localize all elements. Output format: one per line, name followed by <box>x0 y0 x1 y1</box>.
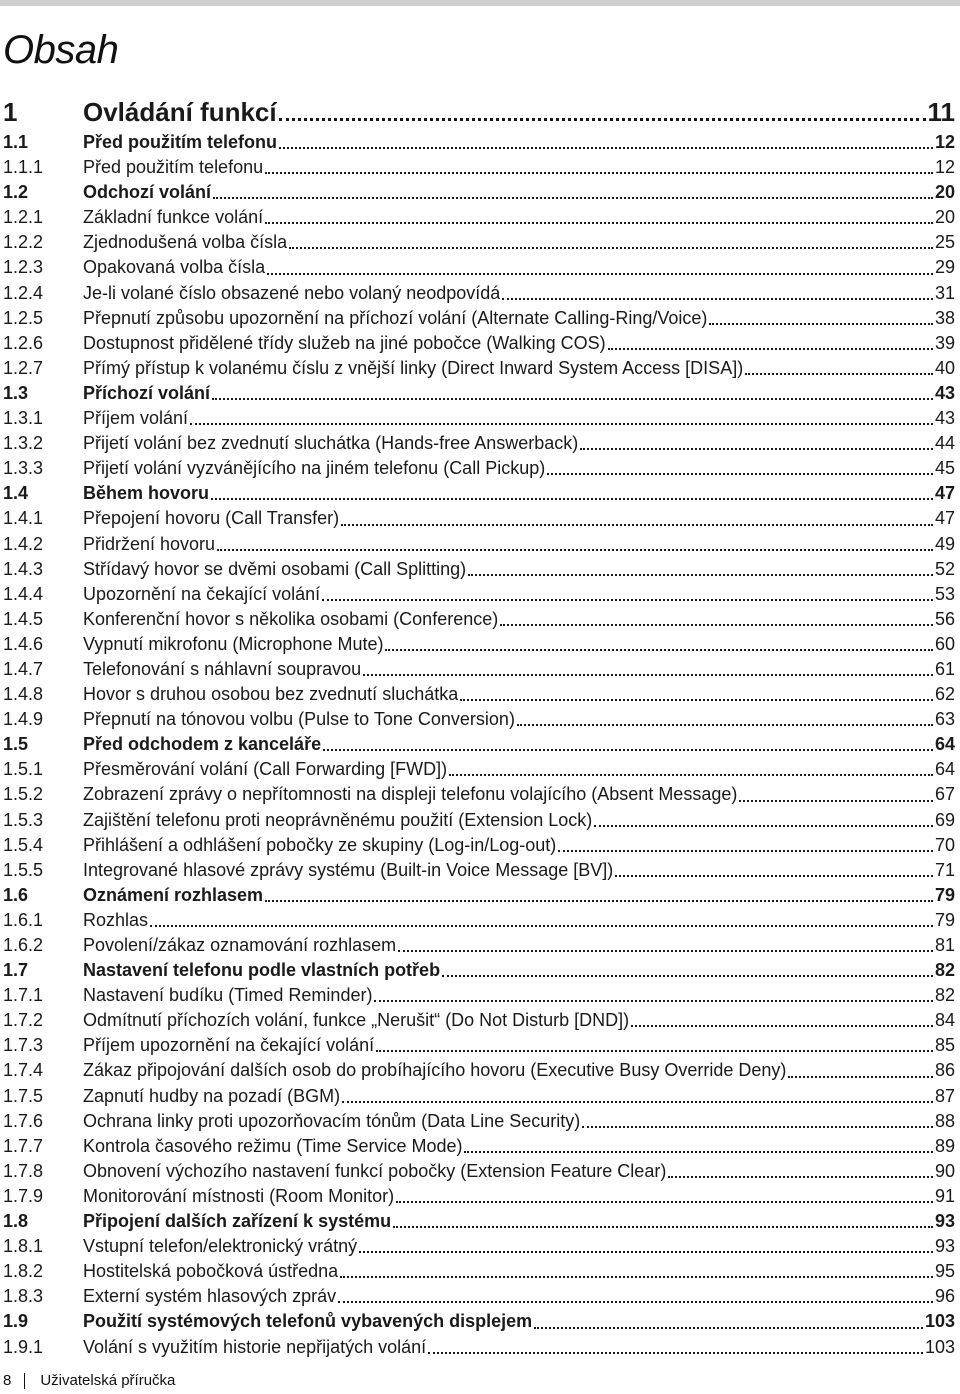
toc-entry[interactable] <box>3 456 955 481</box>
toc-entry-title: Vypnutí mikrofonu (Microphone Mute) <box>83 633 384 654</box>
toc-entry-title: Monitorování místnosti (Room Monitor) <box>83 1185 395 1206</box>
toc-entry-title: Rozhlas <box>83 909 149 930</box>
toc-entry-number: 1.4.5 <box>3 608 44 629</box>
toc-entry-title: Nastavení telefonu podle vlastních potřeb <box>83 960 441 981</box>
toc-entry-number: 1.6.1 <box>3 909 44 930</box>
toc-entry-page: 71 <box>934 859 955 880</box>
toc-entry-leader <box>190 423 933 425</box>
toc-entry[interactable] <box>3 1109 955 1134</box>
toc-entry-page: 29 <box>934 257 955 278</box>
toc-entry-leader <box>342 1101 933 1103</box>
toc-entry-page: 45 <box>934 458 955 479</box>
toc-entry-page: 85 <box>934 1035 955 1056</box>
toc-entry[interactable] <box>3 406 955 431</box>
toc-entry-page: 70 <box>934 834 955 855</box>
toc-entry-leader <box>265 172 933 174</box>
toc-entry-number: 1.2 <box>3 182 29 203</box>
toc-entry-title: Externí systém hlasových zpráv <box>83 1286 337 1307</box>
toc-entry-leader <box>631 1025 933 1027</box>
toc-entry-leader <box>289 247 933 249</box>
toc-entry[interactable] <box>3 130 955 155</box>
toc-entry[interactable] <box>3 506 955 531</box>
toc-entry-page: 96 <box>934 1286 955 1307</box>
toc-entry[interactable] <box>3 1259 955 1284</box>
toc-entry-page: 43 <box>934 408 955 429</box>
toc-entry-title: Volání s využitím historie nepřijatých volání <box>83 1336 427 1357</box>
toc-entry-title: Během hovoru <box>83 483 210 504</box>
toc-entry-number: 1.3 <box>3 382 29 403</box>
toc-entry-leader <box>580 448 933 450</box>
toc-entry-page: 93 <box>934 1236 955 1257</box>
toc-entry-title: Přijetí volání bez zvednutí sluchátka (Hands-free Answerback) <box>83 433 579 454</box>
toc-entry-page: 63 <box>934 709 955 730</box>
toc-entry-page: 103 <box>924 1336 955 1357</box>
toc-entry-title: Základní funkce volání <box>83 207 264 228</box>
toc-entry-title: Střídavý hovor se dvěmi osobami (Call Splitting) <box>83 558 467 579</box>
toc-entry-leader <box>517 724 933 726</box>
toc-entry[interactable] <box>3 1008 955 1033</box>
toc-entry-leader <box>668 1176 933 1178</box>
toc-entry-number: 1.5.5 <box>3 859 44 880</box>
toc-entry-number: 1.4.7 <box>3 658 44 679</box>
toc-entry-page: 12 <box>934 132 955 152</box>
toc-entry-number: 1.7.2 <box>3 1010 44 1031</box>
toc-entry-title: Obnovení výchozího nastavení funkcí pobočky (Extension Feature Clear) <box>83 1160 667 1181</box>
toc-entry-leader <box>398 950 933 952</box>
toc-entry[interactable] <box>3 1309 955 1334</box>
toc-entry[interactable] <box>3 958 955 983</box>
toc-entry-leader <box>534 1327 923 1329</box>
toc-entry[interactable] <box>3 306 955 331</box>
toc-entry-title: Integrované hlasové zprávy systému (Built-in Voice Message [BV]) <box>83 859 614 880</box>
toc-entry[interactable] <box>3 757 955 782</box>
toc-entry-page: 86 <box>934 1060 955 1081</box>
toc-entry[interactable] <box>3 682 955 707</box>
toc-entry-leader <box>449 774 933 776</box>
toc-entry-leader <box>460 699 933 701</box>
toc-entry-number: 1.7.8 <box>3 1160 44 1181</box>
toc-entry-page: 60 <box>934 633 955 654</box>
toc-entry-page: 11 <box>927 97 955 127</box>
toc-entry-page: 91 <box>934 1185 955 1206</box>
toc-entry-page: 20 <box>934 207 955 228</box>
toc-entry-title: Opakovaná volba čísla <box>83 257 266 278</box>
toc-entry-page: 64 <box>934 759 955 780</box>
toc-entry-page: 64 <box>934 734 955 755</box>
toc-entry-title: Přihlášení a odhlášení pobočky ze skupiny (Log-in/Log-out) <box>83 834 557 855</box>
footer-manual-name: Uživatelská příručka <box>40 1372 176 1389</box>
toc-entry-title: Připojení dalších zařízení k systému <box>83 1211 392 1232</box>
toc-entry-title: Přepojení hovoru (Call Transfer) <box>83 508 340 529</box>
toc-entry-page: 39 <box>934 332 955 353</box>
toc-entry-leader <box>464 1151 932 1153</box>
toc-entry-number: 1.1 <box>3 132 29 152</box>
toc-entry[interactable] <box>3 1159 955 1184</box>
toc-entry-leader <box>211 498 933 500</box>
toc-entry-number: 1.9 <box>3 1311 29 1332</box>
toc-entry-leader <box>150 925 933 927</box>
toc-entry[interactable] <box>3 255 955 280</box>
toc-entry[interactable] <box>3 1284 955 1309</box>
toc-entry-number: 1.1.1 <box>3 157 44 178</box>
toc-entry-page: 31 <box>934 282 955 303</box>
toc-entry-page: 103 <box>924 1311 955 1332</box>
toc-entry-title: Příjem upozornění na čekající volání <box>83 1035 375 1056</box>
toc-entry-page: 40 <box>934 357 955 378</box>
toc-entry-number: 1.3.1 <box>3 408 44 429</box>
toc-entry-page: 53 <box>934 583 955 604</box>
toc-entry-title: Přepnutí způsobu upozornění na příchozí volání (Alternate Calling-Ring/Voice) <box>83 307 708 328</box>
toc-entry-title: Přepnutí na tónovou volbu (Pulse to Tone Conversion) <box>83 709 515 730</box>
toc-entry-number: 1.4.4 <box>3 583 44 604</box>
toc-entry-number: 1.8.1 <box>3 1236 44 1257</box>
toc-entry-title: Zákaz připojování dalších osob do probíhajícího hovoru (Executive Busy Override Deny) <box>83 1060 787 1081</box>
toc-entry-leader <box>468 574 933 576</box>
toc-entry[interactable] <box>3 983 955 1008</box>
toc-entry-number: 1 <box>3 97 18 127</box>
footer-separator <box>24 1373 25 1389</box>
toc-entry[interactable] <box>3 331 955 356</box>
toc-entry[interactable] <box>3 707 955 732</box>
toc-entry-title: Dostupnost přidělené třídy služeb na jiné pobočce (Walking COS) <box>83 332 606 353</box>
toc-entry-leader <box>217 549 933 551</box>
toc-entry-page: 49 <box>934 533 955 554</box>
toc-entry[interactable] <box>3 481 955 506</box>
toc-entry-page: 52 <box>934 558 955 579</box>
toc-entry[interactable] <box>3 582 955 607</box>
toc-entry[interactable] <box>3 281 955 306</box>
toc-entry-leader <box>359 1251 933 1253</box>
toc-entry[interactable] <box>3 833 955 858</box>
toc-entry-title: Zobrazení zprávy o nepřítomnosti na displeji telefonu volajícího (Absent Message) <box>83 784 738 805</box>
toc-entry-leader <box>442 975 933 977</box>
toc-entry-leader <box>265 222 933 224</box>
toc-entry-leader <box>582 1126 933 1128</box>
toc-entry-leader <box>615 875 933 877</box>
toc-entry-leader <box>212 398 933 400</box>
toc-entry-title: Zajištění telefonu proti neoprávněnému použití (Extension Lock) <box>83 809 593 830</box>
toc-entry-page: 12 <box>934 157 955 178</box>
toc-entry-page: 84 <box>934 1010 955 1031</box>
toc-entry-title: Před odchodem z kanceláře <box>83 734 322 755</box>
toc-entry-number: 1.4.3 <box>3 558 44 579</box>
toc-entry-number: 1.7.7 <box>3 1135 44 1156</box>
toc-entry-title: Použití systémových telefonů vybavených displejem <box>83 1311 533 1332</box>
toc-entry-title: Přidržení hovoru <box>83 533 216 554</box>
table-of-contents <box>3 94 955 1360</box>
toc-entry[interactable] <box>3 808 955 833</box>
toc-entry-number: 1.3.2 <box>3 433 44 454</box>
toc-entry-number: 1.2.7 <box>3 357 44 378</box>
toc-entry-page: 47 <box>934 508 955 529</box>
toc-entry-page: 38 <box>934 307 955 328</box>
toc-entry-number: 1.2.6 <box>3 332 44 353</box>
toc-entry-leader <box>279 147 933 149</box>
toc-entry[interactable] <box>3 657 955 682</box>
toc-entry-title: Příjem volání <box>83 408 189 429</box>
toc-entry-number: 1.5 <box>3 734 29 755</box>
toc-entry-number: 1.4.8 <box>3 684 44 705</box>
toc-entry[interactable] <box>3 557 955 582</box>
toc-entry[interactable] <box>3 858 955 883</box>
toc-entry-number: 1.2.3 <box>3 257 44 278</box>
toc-entry-title: Oznámení rozhlasem <box>83 884 264 905</box>
toc-entry[interactable] <box>3 883 955 908</box>
toc-entry-leader <box>608 348 933 350</box>
toc-entry-number: 1.5.2 <box>3 784 44 805</box>
page-footer <box>3 1372 175 1389</box>
toc-entry-title: Ovládání funkcí <box>83 97 277 127</box>
toc-entry-title: Před použitím telefonu <box>83 132 278 152</box>
toc-entry[interactable] <box>3 1033 955 1058</box>
toc-entry-page: 61 <box>934 658 955 679</box>
toc-entry[interactable] <box>3 431 955 456</box>
top-rule <box>0 0 960 6</box>
toc-entry-leader <box>376 1050 933 1052</box>
toc-entry-title: Před použitím telefonu <box>83 157 264 178</box>
toc-entry-title: Povolení/zákaz oznamování rozhlasem <box>83 935 397 955</box>
toc-entry-title: Zapnutí hudby na pozadí (BGM) <box>83 1085 341 1106</box>
toc-entry-page: 90 <box>934 1160 955 1181</box>
toc-entry-number: 1.8.3 <box>3 1286 44 1307</box>
toc-entry-leader <box>265 900 933 902</box>
toc-entry[interactable] <box>3 230 955 255</box>
toc-entry-number: 1.7 <box>3 960 29 981</box>
toc-entry-page: 25 <box>934 232 955 253</box>
toc-entry-title: Kontrola časového režimu (Time Service Mode) <box>83 1135 463 1156</box>
toc-entry-number: 1.2.1 <box>3 207 44 228</box>
toc-entry-leader <box>500 624 933 626</box>
toc-entry-title: Telefonování s náhlavní soupravou <box>83 658 362 679</box>
toc-entry-number: 1.7.6 <box>3 1110 44 1131</box>
toc-entry[interactable] <box>3 732 955 757</box>
toc-entry-page: 43 <box>934 382 955 403</box>
toc-entry-page: 95 <box>934 1261 955 1282</box>
toc-entry-leader <box>428 1352 923 1354</box>
toc-entry[interactable] <box>3 607 955 632</box>
toc-entry-leader <box>502 298 933 300</box>
toc-entry[interactable] <box>3 632 955 657</box>
toc-entry-number: 1.6.2 <box>3 935 44 955</box>
toc-entry-leader <box>213 197 933 199</box>
toc-entry-leader <box>340 1276 933 1278</box>
toc-entry-leader <box>363 674 933 676</box>
toc-entry-page: 67 <box>934 784 955 805</box>
toc-entry-page: 69 <box>934 809 955 830</box>
toc-entry-leader <box>594 825 933 827</box>
toc-entry-title: Příchozí volání <box>83 382 211 403</box>
toc-entry-title: Přesměrování volání (Call Forwarding [FWD]) <box>83 759 448 780</box>
toc-entry-leader <box>547 473 933 475</box>
toc-entry-leader <box>745 373 933 375</box>
toc-entry-page: 82 <box>934 960 955 981</box>
toc-entry-title: Je-li volané číslo obsazené nebo volaný neodpovídá <box>83 282 501 303</box>
toc-entry-title: Odchozí volání <box>83 182 212 203</box>
toc-entry-number: 1.5.1 <box>3 759 44 780</box>
toc-entry-title: Upozornění na čekající volání <box>83 583 321 604</box>
toc-entry-number: 1.7.1 <box>3 985 44 1006</box>
toc-entry-page: 56 <box>934 608 955 629</box>
toc-entry-number: 1.7.4 <box>3 1060 44 1081</box>
toc-entry[interactable] <box>3 532 955 557</box>
toc-entry-number: 1.4.9 <box>3 709 44 730</box>
toc-entry-number: 1.8.2 <box>3 1261 44 1282</box>
toc-entry-leader <box>323 749 933 751</box>
toc-entry-number: 1.9.1 <box>3 1336 44 1357</box>
toc-entry-page: 79 <box>934 884 955 905</box>
toc-entry-leader <box>788 1076 933 1078</box>
toc-entry-page: 89 <box>934 1135 955 1156</box>
toc-entry[interactable] <box>3 94 955 130</box>
toc-entry-number: 1.2.2 <box>3 232 44 253</box>
toc-entry[interactable] <box>3 180 955 205</box>
toc-entry-leader <box>739 800 933 802</box>
page-title: Obsah <box>3 28 119 72</box>
toc-entry-number: 1.2.5 <box>3 307 44 328</box>
toc-entry-number: 1.4 <box>3 483 29 504</box>
toc-entry-title: Odmítnutí příchozích volání, funkce „Nerušit“ (Do Not Disturb [DND]) <box>83 1010 630 1031</box>
toc-entry-number: 1.3.3 <box>3 458 44 479</box>
toc-entry[interactable] <box>3 1335 955 1360</box>
toc-entry[interactable] <box>3 205 955 230</box>
toc-entry-leader <box>558 850 933 852</box>
toc-entry-number: 1.6 <box>3 884 29 905</box>
toc-entry-page: 62 <box>934 684 955 705</box>
toc-entry-title: Vstupní telefon/elektronický vrátný <box>83 1236 358 1257</box>
toc-entry-title: Hostitelská pobočková ústředna <box>83 1261 339 1282</box>
toc-entry-title: Konferenční hovor s několika osobami (Conference) <box>83 608 499 629</box>
toc-entry[interactable] <box>3 155 955 180</box>
toc-entry-number: 1.2.4 <box>3 282 44 303</box>
footer-page-number: 8 <box>3 1372 12 1389</box>
toc-entry-leader <box>322 599 933 601</box>
toc-entry[interactable] <box>3 908 955 933</box>
toc-entry[interactable] <box>3 1058 955 1083</box>
toc-entry-page: 88 <box>934 1110 955 1131</box>
toc-entry-number: 1.4.6 <box>3 633 44 654</box>
toc-entry[interactable] <box>3 1134 955 1159</box>
toc-entry-number: 1.7.5 <box>3 1085 44 1106</box>
toc-entry[interactable] <box>3 1184 955 1209</box>
toc-entry-page: 81 <box>934 935 955 955</box>
toc-entry-page: 93 <box>934 1211 955 1232</box>
toc-entry-page: 82 <box>934 985 955 1006</box>
toc-entry-title: Ochrana linky proti upozorňovacím tónům (Data Line Security) <box>83 1110 581 1131</box>
toc-entry-title: Nastavení budíku (Timed Reminder) <box>83 985 373 1006</box>
toc-entry-title: Hovor s druhou osobou bez zvednutí sluchátka <box>83 684 459 705</box>
toc-entry-number: 1.8 <box>3 1211 29 1232</box>
toc-entry-leader <box>396 1201 933 1203</box>
toc-entry-page: 20 <box>934 182 955 203</box>
toc-entry-number: 1.5.4 <box>3 834 44 855</box>
toc-entry-leader <box>393 1226 933 1228</box>
toc-entry-leader <box>279 118 926 121</box>
toc-entry-title: Přijetí volání vyzváněјícího na jiném telefonu (Call Pickup) <box>83 458 546 479</box>
toc-entry[interactable] <box>3 1234 955 1259</box>
toc-entry-page: 44 <box>934 433 955 454</box>
toc-entry-title: Zjednodušená volba čísla <box>83 232 288 253</box>
toc-entry-leader <box>267 273 933 275</box>
toc-entry-page: 47 <box>934 483 955 504</box>
toc-entry[interactable] <box>3 356 955 381</box>
toc-entry-number: 1.4.1 <box>3 508 44 529</box>
toc-entry-leader <box>709 323 933 325</box>
toc-entry-page: 87 <box>934 1085 955 1106</box>
toc-entry-leader <box>338 1301 933 1303</box>
toc-entry-number: 1.7.3 <box>3 1035 44 1056</box>
toc-entry-number: 1.7.9 <box>3 1185 44 1206</box>
toc-entry[interactable] <box>3 1084 955 1109</box>
toc-entry[interactable] <box>3 1209 955 1234</box>
toc-entry[interactable] <box>3 381 955 406</box>
toc-entry-page: 79 <box>934 909 955 930</box>
toc-entry-leader <box>374 1000 933 1002</box>
toc-entry-title: Přímý přístup k volanému číslu z vnější linky (Direct Inward System Access [DISA]) <box>83 357 744 378</box>
toc-entry-leader <box>385 649 933 651</box>
toc-entry[interactable] <box>3 782 955 807</box>
toc-entry-leader <box>341 524 933 526</box>
toc-entry-number: 1.4.2 <box>3 533 44 554</box>
toc-entry-number: 1.5.3 <box>3 809 44 830</box>
toc-entry[interactable] <box>3 933 955 958</box>
